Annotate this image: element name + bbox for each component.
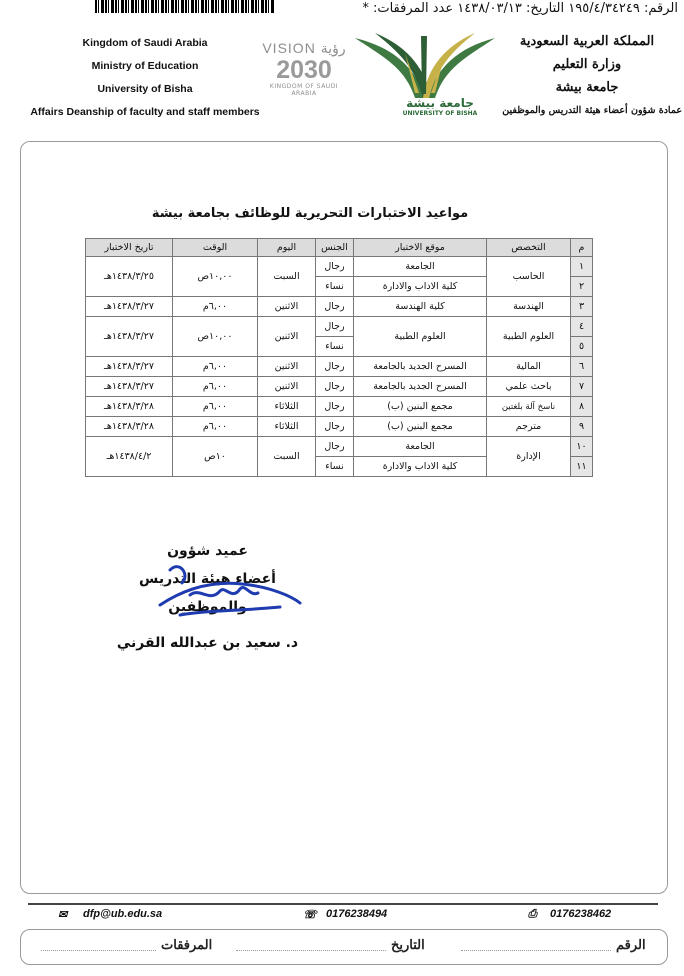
- table-row: [86, 257, 593, 277]
- cell-specialty: ناسخ آلة بلغتين: [487, 397, 571, 417]
- table-row: [86, 297, 593, 317]
- cell-specialty: المالية: [487, 357, 571, 377]
- signature-title-line1: عميد شؤون: [167, 543, 248, 559]
- cell-location: كلية الاداب والادارة: [354, 277, 487, 297]
- label-date: التاريخ: [391, 938, 425, 953]
- cell-date: ١٤٣٨/٣/٢٧هـ: [86, 377, 173, 397]
- cell-time: ٦,٠٠م: [173, 397, 258, 417]
- cell-gender: رجال: [316, 377, 354, 397]
- cell-time: ٦,٠٠م: [173, 377, 258, 397]
- signature-title-line2: أعضاء هيئة التدريس والموظفين: [139, 571, 276, 615]
- footer-phone: 0176238494: [326, 908, 388, 920]
- university-name-en: UNIVERSITY OF BISHA: [402, 110, 478, 117]
- header-arabic: [502, 30, 682, 122]
- cell-gender: رجال: [316, 297, 354, 317]
- reference-line: الرقم: ١٩٥/٤/٣٤٢٤٩ التاريخ: ١٤٣٨/٠٣/١٣ عدد المرفقات: *: [362, 1, 678, 16]
- cell-gender: رجال: [316, 417, 354, 437]
- col-header-num: م: [571, 239, 593, 257]
- cell-day: الاثنين: [258, 297, 316, 317]
- header-ar-line: وزارة التعليم: [552, 57, 622, 72]
- table-row: [86, 377, 593, 397]
- table-row: [86, 317, 593, 337]
- email-icon: ✉: [58, 909, 68, 921]
- label-attachments: المرفقات: [161, 938, 213, 953]
- phone-icon: ☏: [303, 909, 317, 921]
- bottom-reference-box: [20, 929, 668, 965]
- cell-day: الثلاثاء: [258, 417, 316, 437]
- number-dots: [461, 950, 611, 951]
- cell-date: ١٤٣٨/٣/٢٧هـ: [86, 317, 173, 357]
- handwritten-signature-icon: [150, 555, 310, 635]
- cell-day: السبت: [258, 437, 316, 477]
- barcode: [95, 0, 275, 13]
- university-name-ar: جامعة بيشة: [406, 96, 474, 110]
- cell-date: ١٤٣٨/٣/٢٥هـ: [86, 257, 173, 297]
- cell-date: ١٤٣٨/٤/٢هـ: [86, 437, 173, 477]
- col-header-time: الوقت: [173, 239, 258, 257]
- footer-fax: 0176238462: [550, 908, 612, 920]
- cell-date: ١٤٣٨/٣/٢٨هـ: [86, 397, 173, 417]
- cell-location: الجامعة: [354, 257, 487, 277]
- cell-num: ٢: [571, 277, 593, 297]
- vision-sub: KINGDOM OF SAUDI ARABIA: [269, 83, 339, 97]
- header-ar-line: جامعة بيشة: [555, 80, 619, 95]
- attachments-dots: [41, 950, 156, 951]
- table-header-row: [86, 239, 593, 257]
- cell-specialty: الهندسة: [487, 297, 571, 317]
- table-row: [86, 417, 593, 437]
- cell-location: مجمع البنين (ب): [354, 417, 487, 437]
- cell-date: ١٤٣٨/٣/٢٨هـ: [86, 417, 173, 437]
- cell-gender: نساء: [316, 337, 354, 357]
- cell-date: ١٤٣٨/٣/٢٧هـ: [86, 297, 173, 317]
- cell-specialty: الحاسب: [487, 257, 571, 297]
- header-en-line: Ministry of Education: [91, 60, 199, 72]
- table-row: [86, 437, 593, 457]
- cell-day: الاثنين: [258, 357, 316, 377]
- cell-num: ٤: [571, 317, 593, 337]
- label-number: الرقم: [616, 938, 646, 953]
- contact-footer: [28, 905, 658, 927]
- cell-location: كلية الاداب والادارة: [354, 457, 487, 477]
- header-ar-line: عمادة شؤون أعضاء هيئة التدريس والموظفين: [502, 105, 682, 116]
- cell-gender: نساء: [316, 457, 354, 477]
- cell-time: ٦,٠٠م: [173, 357, 258, 377]
- vision-year: 2030: [276, 56, 332, 84]
- cell-num: ٧: [571, 377, 593, 397]
- table-row: [86, 357, 593, 377]
- header-ar-line: المملكة العربية السعودية: [519, 34, 655, 49]
- cell-specialty: العلوم الطبية: [487, 317, 571, 357]
- signature-name: د. سعيد بن عبدالله القرني: [116, 635, 299, 651]
- cell-location: المسرح الجديد بالجامعة: [354, 357, 487, 377]
- vision-2030-logo: [258, 40, 350, 102]
- col-header-date: تاريخ الاختبار: [86, 239, 173, 257]
- cell-gender: نساء: [316, 277, 354, 297]
- header-en-line: Affairs Deanship of faculty and staff members: [30, 106, 260, 118]
- cell-location: العلوم الطبية: [354, 317, 487, 357]
- fax-icon: ⎙: [528, 908, 537, 920]
- cell-num: ١: [571, 257, 593, 277]
- vision-label: VISION رؤية: [262, 40, 346, 56]
- exam-schedule-table: [85, 238, 593, 477]
- cell-gender: رجال: [316, 317, 354, 337]
- cell-gender: رجال: [316, 257, 354, 277]
- date-dots: [236, 950, 386, 951]
- cell-location: مجمع البنين (ب): [354, 397, 487, 417]
- footer-email: dfp@ub.edu.sa: [83, 908, 163, 920]
- cell-gender: رجال: [316, 397, 354, 417]
- document-title: مواعيد الاختبارات التحريرية للوظائف بجامعة بيشة: [151, 206, 469, 221]
- cell-day: الاثنين: [258, 317, 316, 357]
- cell-day: الثلاثاء: [258, 397, 316, 417]
- cell-date: ١٤٣٨/٣/٢٧هـ: [86, 357, 173, 377]
- header-en-line: University of Bisha: [97, 83, 193, 95]
- cell-gender: رجال: [316, 437, 354, 457]
- cell-location: الجامعة: [354, 437, 487, 457]
- cell-day: السبت: [258, 257, 316, 297]
- col-header-location: موقع الاختبار: [354, 239, 487, 257]
- col-header-specialty: التخصص: [487, 239, 571, 257]
- cell-num: ٥: [571, 337, 593, 357]
- cell-time: ١٠ص: [173, 437, 258, 477]
- cell-time: ٦,٠٠م: [173, 297, 258, 317]
- cell-day: الاثنين: [258, 377, 316, 397]
- table-row: [86, 397, 593, 417]
- cell-specialty: مترجم: [487, 417, 571, 437]
- cell-num: ٦: [571, 357, 593, 377]
- header-english: [30, 32, 260, 124]
- cell-specialty: باحث علمي: [487, 377, 571, 397]
- cell-num: ٣: [571, 297, 593, 317]
- cell-num: ١١: [571, 457, 593, 477]
- cell-location: المسرح الجديد بالجامعة: [354, 377, 487, 397]
- cell-num: ٩: [571, 417, 593, 437]
- cell-gender: رجال: [316, 357, 354, 377]
- cell-num: ٨: [571, 397, 593, 417]
- cell-num: ١٠: [571, 437, 593, 457]
- col-header-gender: الجنس: [316, 239, 354, 257]
- cell-time: ٦,٠٠م: [173, 417, 258, 437]
- cell-time: ١٠,٠٠ص: [173, 317, 258, 357]
- cell-time: ١٠,٠٠ص: [173, 257, 258, 297]
- col-header-day: اليوم: [258, 239, 316, 257]
- header-en-line: Kingdom of Saudi Arabia: [82, 37, 208, 49]
- cell-location: كلية الهندسة: [354, 297, 487, 317]
- cell-specialty: الإدارة: [487, 437, 571, 477]
